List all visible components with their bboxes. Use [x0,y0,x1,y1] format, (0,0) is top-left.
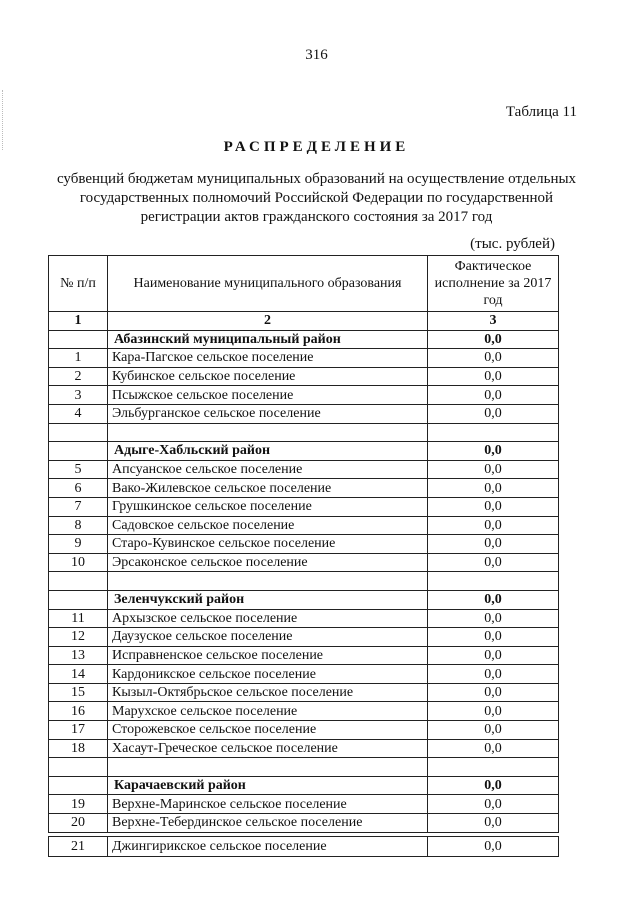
row-number: 3 [49,386,108,405]
settlement-value: 0,0 [428,479,559,498]
row-number [49,442,108,461]
table-row [49,646,559,665]
empty-row [49,572,559,591]
header-value: Фактическое исполнение за 2017 год [428,256,559,312]
settlement-name: Кызыл-Октябрьское сельское поселение [108,683,428,702]
row-number: 19 [49,795,108,814]
subtitle-line: государственных полномочий Российской Федерации по государственной [79,190,554,206]
table-row [49,702,559,721]
row-number [49,776,108,795]
row-number: 21 [49,836,108,856]
empty-row [49,423,559,442]
empty-cell [428,572,559,591]
settlement-name: Вако-Жилевское сельское поселение [108,479,428,498]
units-label: (тыс. рублей) [470,236,555,252]
row-number: 9 [49,535,108,554]
table-row [49,460,559,479]
table-row [49,367,559,386]
page-number: 316 [305,47,328,63]
table-label: Таблица 11 [505,104,577,120]
settlement-value: 0,0 [428,739,559,758]
settlement-name: Эльбурганское сельское поселение [108,404,428,423]
table-row [49,479,559,498]
district-name: Абазинский муниципальный район [108,330,428,349]
document-subtitle [40,170,593,227]
settlement-name: Кубинское сельское поселение [108,367,428,386]
header-name: Наименование муниципального образования [108,256,428,312]
subtitle-line: регистрации актов гражданского состояния за 2017 год [140,209,493,225]
settlement-name: Хасаут-Греческое сельское поселение [108,739,428,758]
row-number: 6 [49,479,108,498]
settlement-value: 0,0 [428,721,559,740]
district-value: 0,0 [428,442,559,461]
settlement-value: 0,0 [428,349,559,368]
settlement-name: Исправненское сельское поселение [108,646,428,665]
column-number-row [49,312,559,331]
table-row [49,814,559,833]
empty-cell [108,423,428,442]
row-number: 1 [49,349,108,368]
settlement-value: 0,0 [428,702,559,721]
district-row [49,590,559,609]
settlement-value: 0,0 [428,665,559,684]
row-number: 17 [49,721,108,740]
settlement-value: 0,0 [428,367,559,386]
empty-cell [108,572,428,591]
empty-cell [49,758,108,777]
settlement-value: 0,0 [428,535,559,554]
table-row [49,609,559,628]
district-name: Карачаевский район [108,776,428,795]
table-row [49,683,559,702]
row-number: 2 [49,367,108,386]
district-name: Адыге-Хабльский район [108,442,428,461]
distribution-table [48,255,559,857]
settlement-value: 0,0 [428,646,559,665]
table-row [49,739,559,758]
table-row [49,721,559,740]
row-number: 18 [49,739,108,758]
table-row [49,386,559,405]
settlement-value: 0,0 [428,404,559,423]
column-number: 3 [428,312,559,331]
settlement-name: Даузуское сельское поселение [108,628,428,647]
settlement-value: 0,0 [428,609,559,628]
empty-cell [428,758,559,777]
settlement-value: 0,0 [428,460,559,479]
row-number [49,590,108,609]
settlement-name: Марухское сельское поселение [108,702,428,721]
table-row [49,836,559,856]
table-row [49,497,559,516]
row-number: 11 [49,609,108,628]
subtitle-line: субвенций бюджетам муниципальных образований на осуществление отдельных [56,171,577,187]
settlement-value: 0,0 [428,497,559,516]
row-number: 13 [49,646,108,665]
settlement-value: 0,0 [428,683,559,702]
table-row [49,516,559,535]
row-number: 12 [49,628,108,647]
district-row [49,330,559,349]
row-number: 10 [49,553,108,572]
row-number [49,330,108,349]
settlement-name: Кара-Пагское сельское поселение [108,349,428,368]
empty-cell [49,572,108,591]
settlement-name: Апсуанское сельское поселение [108,460,428,479]
settlement-name: Верхне-Тебердинское сельское поселение [108,814,428,833]
empty-cell [108,758,428,777]
row-number: 15 [49,683,108,702]
settlement-value: 0,0 [428,516,559,535]
table-row [49,553,559,572]
settlement-value: 0,0 [428,836,559,856]
settlement-name: Эрсаконское сельское поселение [108,553,428,572]
district-row [49,442,559,461]
settlement-value: 0,0 [428,814,559,833]
table-row [49,349,559,368]
settlement-name: Грушкинское сельское поселение [108,497,428,516]
column-number: 1 [49,312,108,331]
settlement-name: Старо-Кувинское сельское поселение [108,535,428,554]
table-row [49,628,559,647]
settlement-name: Сторожевское сельское поселение [108,721,428,740]
column-number: 2 [108,312,428,331]
row-number: 7 [49,497,108,516]
row-number: 14 [49,665,108,684]
row-number: 4 [49,404,108,423]
header-num: № п/п [49,256,108,312]
settlement-name: Садовское сельское поселение [108,516,428,535]
settlement-value: 0,0 [428,386,559,405]
empty-cell [49,423,108,442]
table-row [49,795,559,814]
settlement-name: Архызское сельское поселение [108,609,428,628]
row-number: 16 [49,702,108,721]
district-value: 0,0 [428,330,559,349]
settlement-name: Джингирикское сельское поселение [108,836,428,856]
table-row [49,404,559,423]
settlement-value: 0,0 [428,628,559,647]
empty-row [49,758,559,777]
table-row [49,665,559,684]
settlement-name: Псыжское сельское поселение [108,386,428,405]
district-row [49,776,559,795]
district-value: 0,0 [428,590,559,609]
document-title: РАСПРЕДЕЛЕНИЕ [223,139,410,155]
settlement-name: Верхне-Маринское сельское поселение [108,795,428,814]
row-number: 8 [49,516,108,535]
district-value: 0,0 [428,776,559,795]
settlement-value: 0,0 [428,553,559,572]
settlement-name: Кардоникское сельское поселение [108,665,428,684]
empty-cell [428,423,559,442]
table-row [49,535,559,554]
table-body [49,330,559,856]
row-number: 5 [49,460,108,479]
district-name: Зеленчукский район [108,590,428,609]
table-header-row [49,256,559,312]
row-number: 20 [49,814,108,833]
settlement-value: 0,0 [428,795,559,814]
